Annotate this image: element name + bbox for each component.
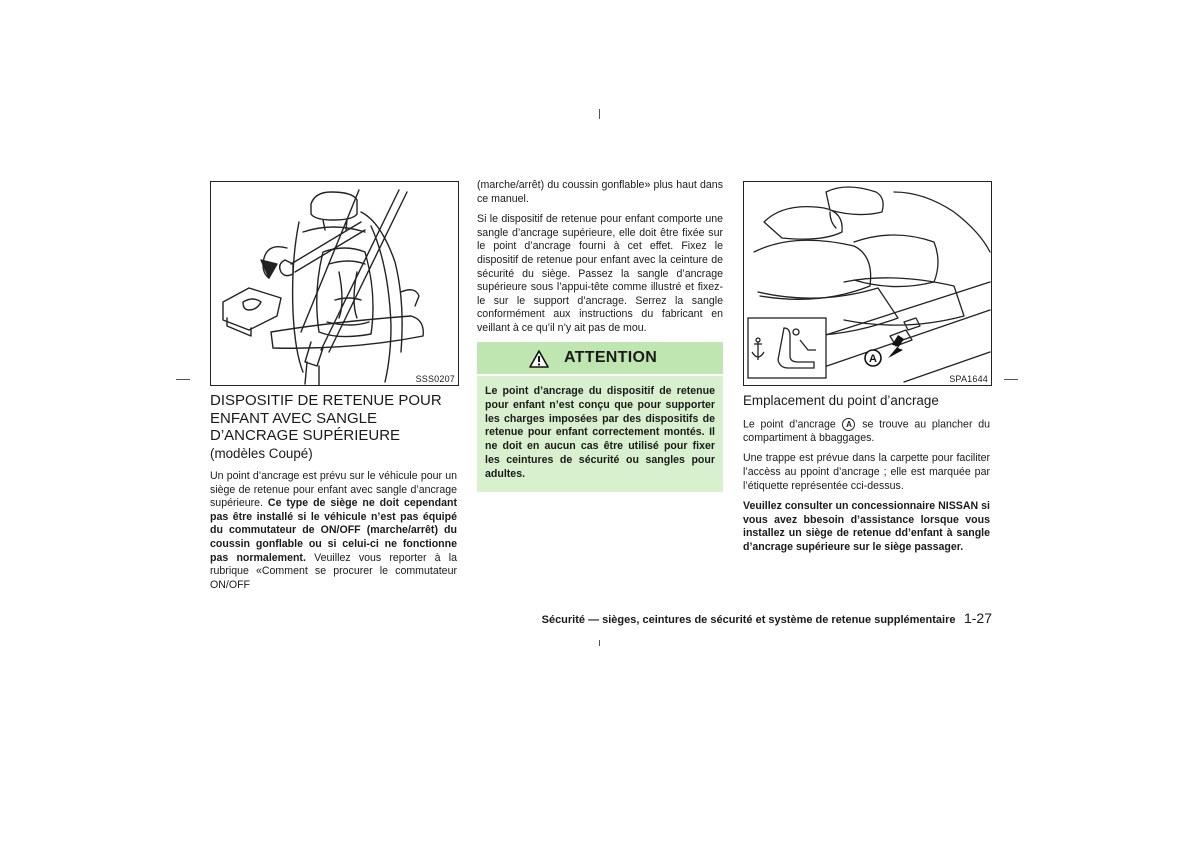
anchor-location-illustration bbox=[743, 181, 992, 386]
marker-a-symbol: A bbox=[842, 418, 855, 431]
crop-mark-left bbox=[176, 379, 190, 380]
warning-title: ATTENTION bbox=[564, 349, 658, 366]
continued-paragraph: (marche/arrêt) du coussin gonflable» plus haut dans ce manuel. bbox=[477, 179, 723, 205]
intro-bold-text: Ce type de siège ne doit cependant pas être installé si le véhicule n’est pas équipé du commutateur de ON/OFF (marche/arrêt) du coussin gonflable ou si celui-ci ne fonctionne pas normalement. bbox=[210, 497, 457, 564]
child-seat-tether-illustration bbox=[210, 181, 459, 386]
page-footer bbox=[440, 610, 992, 628]
instructions-paragraph: Si le dispositif de retenue pour enfant comporte une sangle d’ancrage supérieure, elle doit être fixée sur le point d’ancrage fourni à cet effet. Fixez le dispositif de retenue pour enfant avec la ceinture de sécurité du siège. Passez la sangle d’ancrage supérieure sous l’appui-tête comme illustré et fixez-le sur le support d’ancrage. Serrez la sangle conformément aux instructions du fabricant en veillant à ce qu’il n’y ait pas de mou. bbox=[477, 213, 723, 334]
warning-header bbox=[477, 342, 723, 374]
anchor-location-drawing bbox=[744, 182, 991, 385]
location-text-start: Le point d’ancrage bbox=[743, 418, 836, 431]
intro-text: Un point d’ancrage est prévu sur le véhicule pour un siège de retenue pour enfant avec sangle d’ancrage supérieure. bbox=[210, 470, 457, 510]
warning-triangle-icon bbox=[529, 350, 549, 368]
footer-section-title: Sécurité — sièges, ceintures de sécurité et système de retenue supplémentaire bbox=[541, 614, 956, 626]
crop-mark-right bbox=[1004, 379, 1018, 380]
figure-code: SPA1644 bbox=[949, 374, 988, 384]
dealer-paragraph: Veuillez consulter un concessionnaire NISSAN si vous avez bbesoin d’assistance lorsque vous installez un siège de retenue dd’enfant à sangle d’ancrage supérieure sur le siège passager. bbox=[743, 500, 990, 554]
section-heading-suffix: (modèles Coupé) bbox=[210, 445, 313, 461]
location-paragraph bbox=[743, 418, 990, 445]
marker-a-label: A bbox=[869, 353, 877, 365]
crop-mark-top bbox=[599, 109, 600, 119]
page-number: 1-27 bbox=[963, 610, 992, 626]
section-heading-main: DISPOSITIF DE RETENUE POUR ENFANT AVEC SANGLE D’ANCRAGE SUPÉRIEURE bbox=[210, 392, 442, 444]
intro-paragraph bbox=[210, 470, 457, 592]
location-text-end: se trouve au plancher du compartiment à bbaggages. bbox=[743, 418, 990, 444]
section-heading bbox=[210, 392, 457, 462]
intro-end-text: Veuillez vous reporter à la rubrique «Comment se procurer le commutateur ON/OFF bbox=[210, 551, 457, 591]
seat-tether-drawing bbox=[211, 182, 458, 385]
access-paragraph: Une trappe est prévue dans la carpette pour faciliter l’accèss au ppoint d’ancrage ; elle est marquée par l’étiquette représentée cci-dessus. bbox=[743, 452, 990, 492]
subsection-heading: Emplacement du point d’ancrage bbox=[743, 393, 939, 408]
figure-code: SSS0207 bbox=[415, 374, 455, 384]
crop-mark-bottom bbox=[599, 640, 600, 646]
warning-body: Le point d’ancrage du dispositif de retenue pour enfant n’est conçu que pour supporter les charges imposées par des dispositifs de retenue pour enfant correctement montés. Il ne doit en aucun cas être utilisé pour fixer les ceintures de sécurité ou sangles pour adultes. bbox=[477, 376, 723, 492]
